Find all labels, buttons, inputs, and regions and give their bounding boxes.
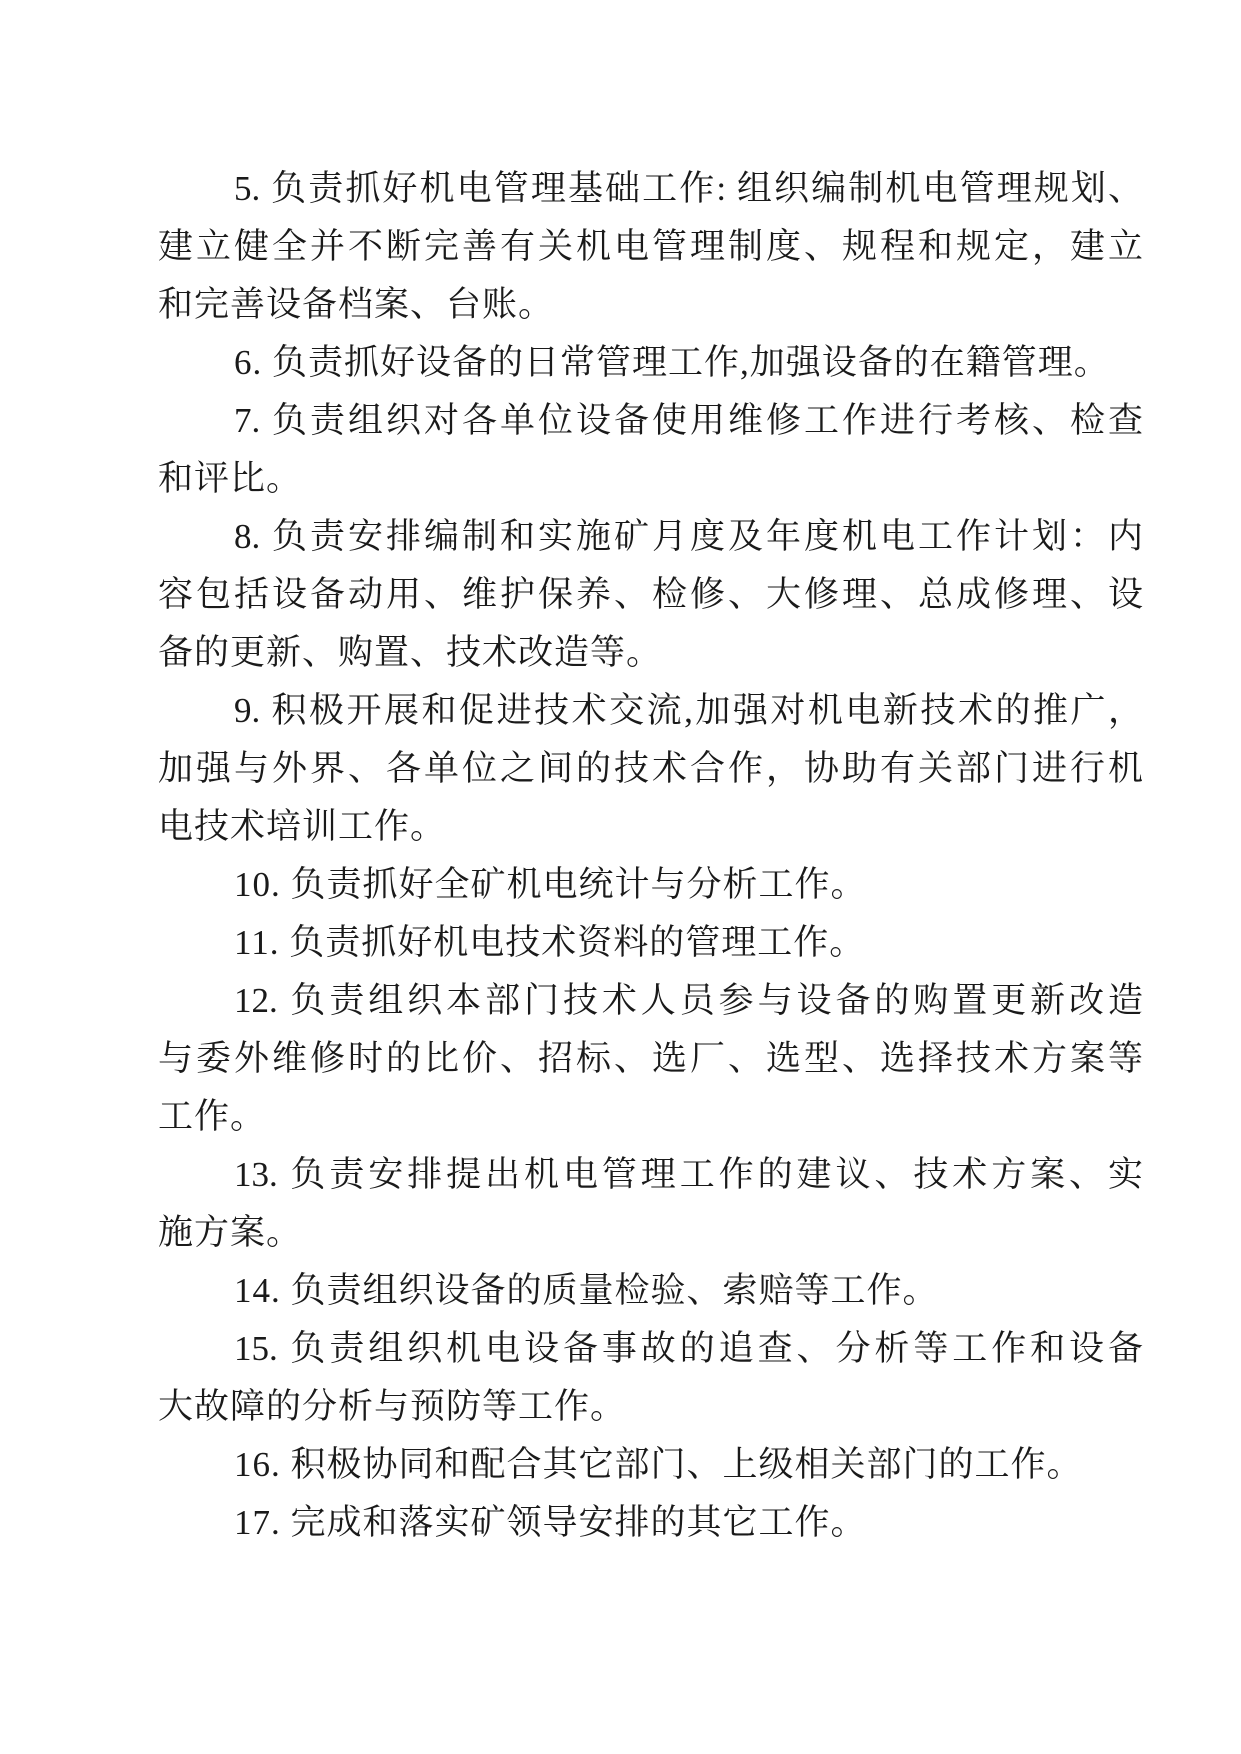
document-body <box>158 160 1143 1552</box>
text-line: 16. 积极协同和配合其它部门、上级相关部门的工作。 <box>234 1445 1083 1484</box>
paragraph <box>158 914 1143 972</box>
text-line: 电技术培训工作。 <box>158 807 447 846</box>
paragraph <box>158 334 1143 392</box>
text-line: 6. 负责抓好设备的日常管理工作,加强设备的在籍管理。 <box>234 343 1110 382</box>
text-line: 8. 负责安排编制和实施矿月度及年度机电工作计划：内 <box>234 517 1143 556</box>
paragraph <box>158 972 1143 1146</box>
text-line: 与委外维修时的比价、招标、选厂、选型、选择技术方案等 <box>158 1039 1143 1078</box>
paragraph <box>158 1494 1143 1552</box>
text-line: 12. 负责组织本部门技术人员参与设备的购置更新改造 <box>234 981 1143 1020</box>
text-line: 工作。 <box>158 1097 267 1136</box>
text-line: 容包括设备动用、维护保养、检修、大修理、总成修理、设 <box>158 575 1143 614</box>
text-line: 17. 完成和落实矿领导安排的其它工作。 <box>234 1503 867 1542</box>
paragraph <box>158 1436 1143 1494</box>
text-line: 7. 负责组织对各单位设备使用维修工作进行考核、检查 <box>234 401 1143 440</box>
text-line: 5. 负责抓好机电管理基础工作: 组织编制机电管理规划、 <box>234 169 1143 208</box>
paragraph <box>158 1320 1143 1436</box>
text-line: 13. 负责安排提出机电管理工作的建议、技术方案、实 <box>234 1155 1143 1194</box>
paragraph <box>158 160 1143 334</box>
paragraph <box>158 856 1143 914</box>
text-line: 14. 负责组织设备的质量检验、索赔等工作。 <box>234 1271 939 1310</box>
text-line: 11. 负责抓好机电技术资料的管理工作。 <box>234 923 866 962</box>
paragraph <box>158 1262 1143 1320</box>
text-line: 10. 负责抓好全矿机电统计与分析工作。 <box>234 865 867 904</box>
text-line: 9. 积极开展和促进技术交流,加强对机电新技术的推广， <box>234 691 1143 730</box>
text-line: 备的更新、购置、技术改造等。 <box>158 633 663 672</box>
text-line: 大故障的分析与预防等工作。 <box>158 1387 627 1426</box>
paragraph <box>158 392 1143 508</box>
text-line: 和完善设备档案、台账。 <box>158 285 555 324</box>
text-line: 建立健全并不断完善有关机电管理制度、规程和规定，建立 <box>158 227 1143 266</box>
text-line: 加强与外界、各单位之间的技术合作，协助有关部门进行机 <box>158 749 1143 788</box>
text-line: 施方案。 <box>158 1213 303 1252</box>
text-line: 和评比。 <box>158 459 303 498</box>
paragraph <box>158 1146 1143 1262</box>
paragraph <box>158 682 1143 856</box>
paragraph <box>158 508 1143 682</box>
text-line: 15. 负责组织机电设备事故的追查、分析等工作和设备 <box>234 1329 1143 1368</box>
